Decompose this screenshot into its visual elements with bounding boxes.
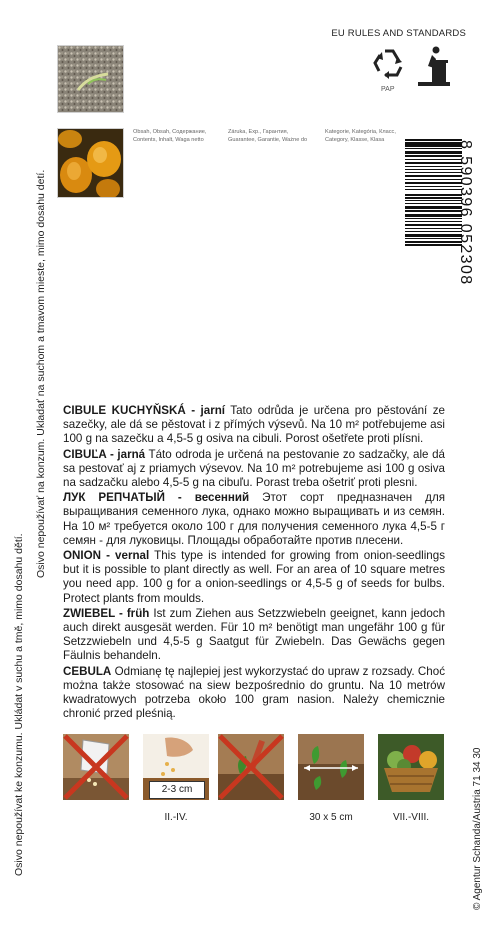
sowing-depth-label: 2-3 cm — [149, 781, 205, 799]
description-paragraph — [63, 607, 445, 664]
recycle-icon — [371, 45, 407, 81]
description-text: Ist zum Ziehen aus Setzzwiebeln geeignet, kann jedoch auch direkt ausgesät werden. Für 10 m² benötigt man ungefähr 100 g für Setzzwiebeln und 4,5-5 g Saatgut für Zwiebeln. Das Gewächs gegen Fäulnis behandeln. — [63, 606, 446, 663]
description-title: ZWIEBEL - früh — [63, 606, 150, 620]
description-text: This type is intended for growing from onion-seedlings but it is possible to plant directly as well. For an area of 10 square metres you need app. 100 g for a onion-seedlings or 4,5-5 g of seeds for bulbs. Protect plants from moulds. — [63, 549, 445, 605]
product-description — [63, 404, 445, 722]
eu-rules-title: EU RULES AND STANDARDS — [331, 28, 466, 39]
plant-spacing-tile — [298, 734, 364, 800]
description-text: Tato odrůda je určena pro pěstování ze sazečky, ale dá se pěstovat i z přímých výsevů. Na 10 m² potřebujeme asi 100 g na sazečku a 4,5-5 g osiva na cibuli. Porost ošetřete proti plísni. — [63, 404, 445, 446]
harvest-tile — [378, 734, 444, 800]
no-indoor-sowing-tile — [63, 734, 129, 800]
sowing-month-label: II.-IV. — [164, 812, 188, 823]
storage-note-czech: Osivo nepoužívat ke konzumu. Ukládat v suchu a tmě, mimo dosahu dětí. — [13, 533, 25, 876]
description-text: Táto odroda je určená na pestovanie zo sadzačky, ale dá sa pestovať aj z priamych výsevov. Na 10 m² potrebujeme asi 100 g osiva na sadzačku alebo 4,5-5 g na cibuľu. Porast treba ošetriť proti plesni. — [63, 447, 445, 490]
recycle-label: PAP — [381, 86, 395, 93]
description-title: ONION - vernal — [63, 549, 150, 563]
description-paragraph — [63, 491, 445, 548]
description-paragraph — [63, 404, 445, 447]
description-title: CIBUĽA - jarná — [63, 447, 146, 461]
guarantee-label: Záruka, Exp., Гарантия, Guarantee, Garantie, Ważne do — [228, 129, 308, 143]
harvest-month-label: VII.-VIII. — [392, 812, 430, 823]
description-text: Odmianę tę najlepiej jest wykorzystać do upraw z rozsady. Choć można także stosować na siew bezpośrednio do gruntu. Na 10 metrów kwadratowych potrzeba około 100 gram nasion. Należy chemicznie chronić przed pleśnią. — [63, 664, 445, 721]
no-transplant-tile — [218, 734, 284, 800]
description-paragraph — [63, 448, 445, 491]
description-text: Этот сорт предназначен для выращивания семенного лука, однако можно выращивать и из семян. На 10 м² требуется около 100 г для получения семенного лука 4,5-5 г семян - для луковицы. Площады обработайте против плесени. — [63, 491, 445, 547]
description-title: CIBULE KUCHYŇSKÁ - jarní — [63, 404, 226, 417]
barcode-digits: 8 590396 052308 — [457, 140, 474, 286]
description-paragraph — [63, 549, 445, 606]
category-label: Kategorie, Kategória, Класс, Category, Klasse, Klasa — [325, 129, 396, 143]
storage-note-slovak: Osivo nepoužívať na konzum. Ukladať na suchom a tmavom mieste, mimo dosahu detí. — [35, 169, 47, 578]
trash-bin-icon — [416, 44, 452, 88]
copyright-note: © Agentur Schanda/Austria 71 34 30 — [472, 747, 483, 910]
barcode — [405, 135, 462, 360]
description-paragraph — [63, 665, 445, 722]
onion-photo — [57, 128, 124, 198]
description-title: CEBULA — [63, 664, 112, 678]
contents-label: Obsah, Obsah, Содержание, Contents, Inhalt, Waga netto — [133, 129, 207, 143]
description-title: ЛУК РЕПЧАТЫЙ - весенний — [63, 491, 250, 505]
sprout-photo — [57, 45, 124, 113]
spacing-label: 30 x 5 cm — [309, 812, 353, 823]
